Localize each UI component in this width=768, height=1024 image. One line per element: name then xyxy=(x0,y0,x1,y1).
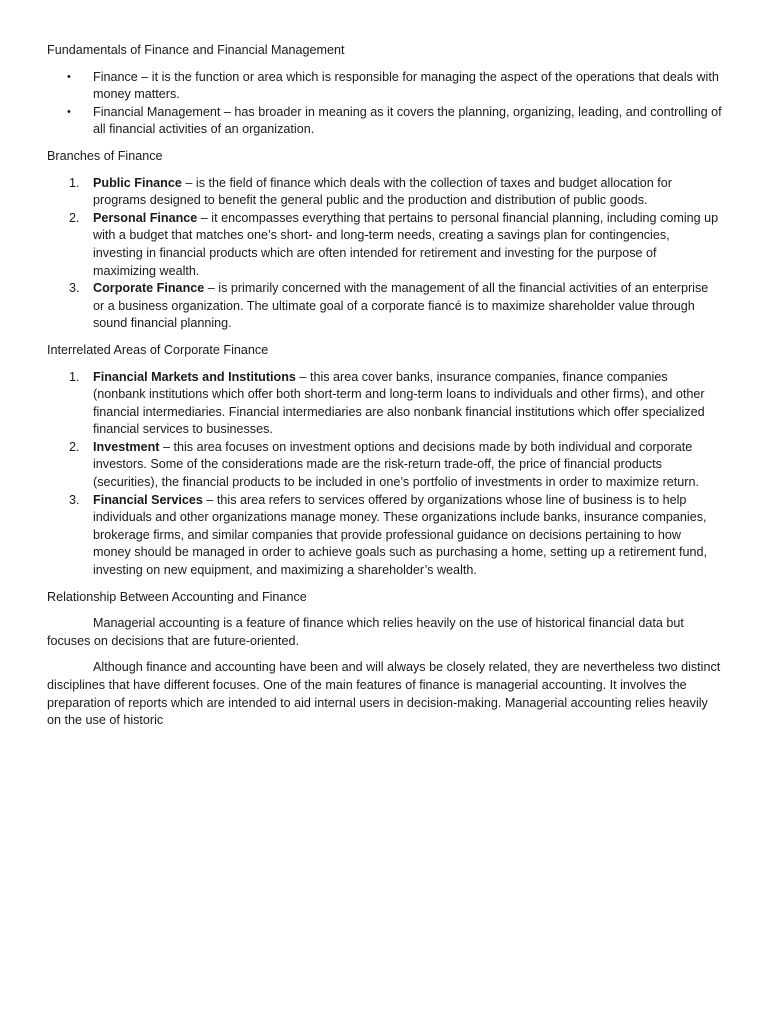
list-item xyxy=(47,280,722,333)
list-item xyxy=(47,439,722,492)
section-heading-relationship: Relationship Between Accounting and Finance xyxy=(47,589,307,604)
term-label: Public Finance xyxy=(93,175,182,190)
term-description: – this area focuses on investment options and decisions made by both individual and corporate investors. Some of the considerations made are the risk-return trade-off, the price of financial products (securities), the financial products to be included in one’s portfolio of investments in order to maximize return. xyxy=(93,439,699,490)
bullet-icon: • xyxy=(67,105,71,118)
list-item-text: Finance – it is the function or area which is responsible for managing the aspect of the operations that deals with money matters. xyxy=(93,69,719,102)
term-label: Corporate Finance xyxy=(93,281,205,296)
fundamentals-list xyxy=(47,69,722,139)
list-number: 1. xyxy=(69,369,80,384)
list-item xyxy=(47,210,722,280)
list-item xyxy=(47,369,722,439)
section-heading-interrelated: Interrelated Areas of Corporate Finance xyxy=(47,342,269,357)
body-paragraph: Managerial accounting is a feature of finance which relies heavily on the use of historical financial data but focuses on decisions that are future-oriented. xyxy=(47,616,684,648)
body-paragraph: Although finance and accounting have been and will always be closely related, they are nevertheless two distinct disciplines that have different focuses. One of the main features of finance is managerial accounting. It involves the preparation of reports which are intended to aid internal users in decision-making. Managerial accounting relies heavily on the use of historic xyxy=(47,660,721,728)
bullet-icon: • xyxy=(67,70,71,83)
list-number: 2. xyxy=(69,210,80,225)
term-label: Personal Finance xyxy=(93,210,198,225)
list-item xyxy=(47,492,722,580)
list-item xyxy=(47,69,722,104)
term-label: Financial Services xyxy=(93,492,203,507)
section-heading-branches: Branches of Finance xyxy=(47,148,163,163)
term-description: – is primarily concerned with the management of all the financial activities of an enterprise or a business organization. The ultimate goal of a corporate fiancé is to maximize shareholder value through sound financial planning. xyxy=(93,281,709,331)
term-description: – is the field of finance which deals with the collection of taxes and budget allocation for programs designed to benefit the general public and the production and distribution of public goods. xyxy=(93,175,672,208)
list-number: 2. xyxy=(69,439,80,454)
term-label: Investment xyxy=(93,439,160,454)
interrelated-list xyxy=(47,369,722,580)
branches-list xyxy=(47,175,722,333)
list-item xyxy=(47,104,722,139)
list-item-text: Financial Management – has broader in meaning as it covers the planning, organizing, leading, and controlling of all financial activities of an organization. xyxy=(93,104,722,137)
term-description: – it encompasses everything that pertains to personal financial planning, including coming up with a budget that matches one’s short- and long-term needs, creating a savings plan for contingencies, investing in financial products which are often intended for retirement and investing for the purpose of maximizing wealth. xyxy=(93,210,719,278)
term-description: – this area cover banks, insurance companies, finance companies (nonbank institutions which offer both short-term and long-term loans to individuals and other firms), and other financial intermediaries. Financial intermediaries are also nonbank financial institutions which offer specialized financial services to businesses. xyxy=(93,369,705,437)
section-heading-fundamentals: Fundamentals of Finance and Financial Management xyxy=(47,43,345,57)
term-description: – this area refers to services offered by organizations whose line of business is to help individuals and other organizations manage money. These organizations include banks, insurance companies, brokerage firms, and similar companies that provide professional guidance on decisions pertaining to how money should be managed in order to achieve goals such as purchasing a home, setting up a retirement fund, investing on new equipment, and maximizing a shareholder’s wealth. xyxy=(93,492,707,578)
list-number: 3. xyxy=(69,492,80,507)
list-number: 1. xyxy=(69,175,80,190)
list-number: 3. xyxy=(69,281,80,296)
document-page xyxy=(47,42,722,739)
term-label: Financial Markets and Institutions xyxy=(93,369,296,384)
list-item xyxy=(47,175,722,210)
